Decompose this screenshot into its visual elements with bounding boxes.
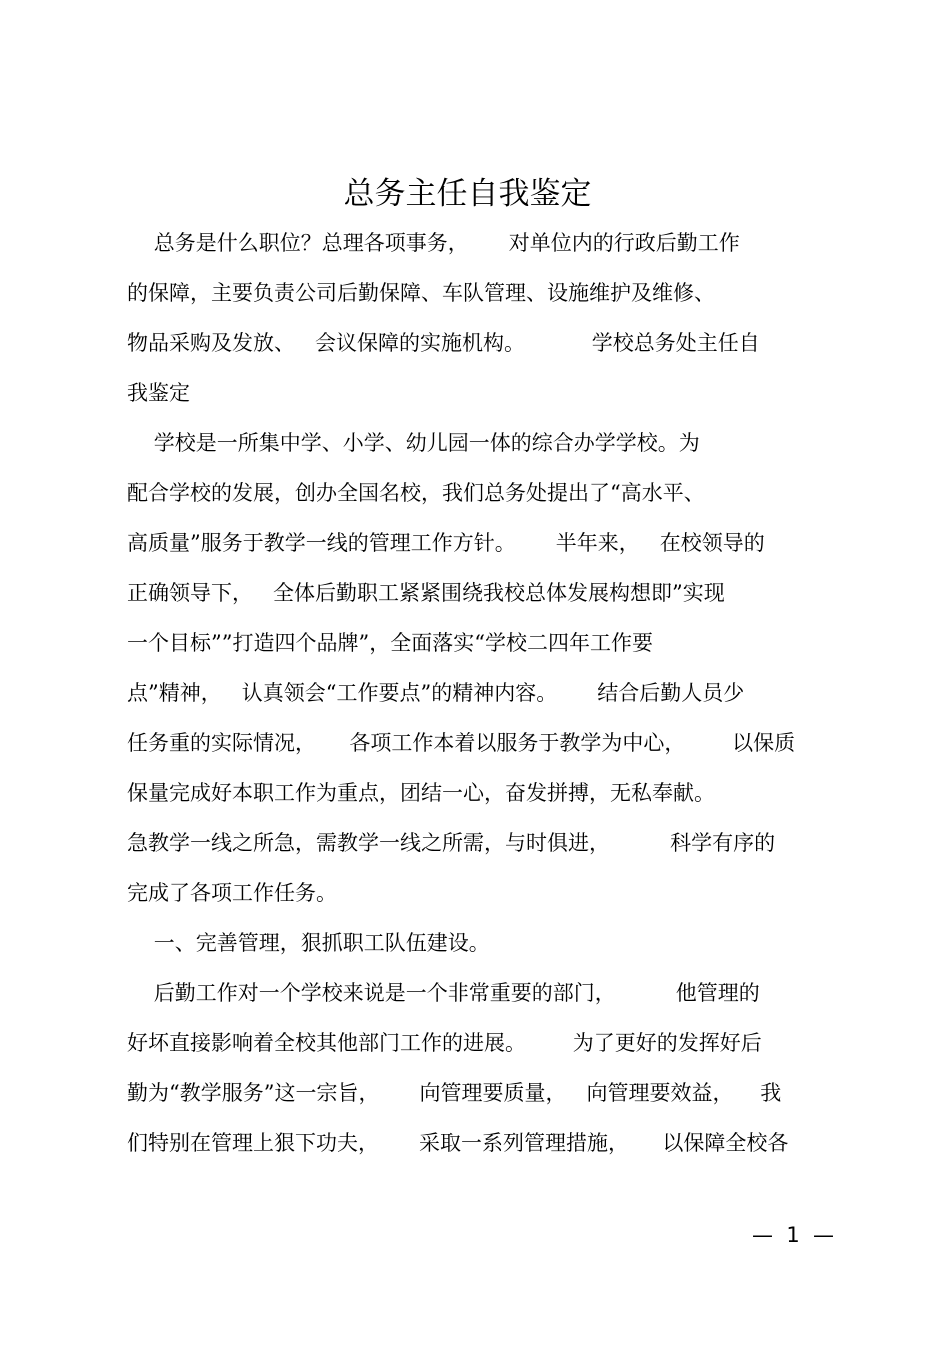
text-line: 一、完善管理，狠抓职工队伍建设。: [127, 931, 490, 955]
page-number: — 1 —: [752, 1223, 835, 1247]
text-line: 物品采购及发放、 会议保障的实施机构。 学校总务处主任自: [127, 331, 760, 355]
text-line: 急教学一线之所急，需教学一线之所需，与时俱进， 科学有序的: [127, 831, 776, 855]
text-line: 配合学校的发展，创办全国名校，我们总务处提出了“高水平、: [127, 481, 705, 505]
text-line: 任务重的实际情况， 各项工作本着以服务于教学为中心， 以保质: [127, 731, 796, 755]
text-line: 的保障，主要负责公司后勤保障、车队管理、设施维护及维修、: [127, 281, 715, 305]
text-line: 后勤工作对一个学校来说是一个非常重要的部门， 他管理的: [127, 981, 760, 1005]
document-title: 总务主任自我鉴定: [343, 176, 592, 212]
text-line: 高质量”服务于教学一线的管理工作方针。 半年来， 在校领导的: [127, 531, 765, 555]
text-line: 点”精神， 认真领会“工作要点”的精神内容。 结合后勤人员少: [127, 681, 745, 705]
text-line: 正确领导下， 全体后勤职工紧紧围绕我校总体发展构想即”实现: [127, 581, 725, 605]
text-line: 总务是什么职位？总理各项事务， 对单位内的行政后勤工作: [127, 231, 740, 255]
text-line: 一个目标””打造四个品牌”，全面落实“学校二四年工作要: [127, 631, 653, 655]
text-line: 完成了各项工作任务。: [127, 881, 337, 905]
text-line: 我鉴定: [127, 381, 190, 405]
text-line: 们特别在管理上狠下功夫， 采取一系列管理措施， 以保障全校各: [127, 1131, 789, 1155]
text-line: 好坏直接影响着全校其他部门工作的进展。 为了更好的发挥好后: [127, 1031, 762, 1055]
text-line: 学校是一所集中学、小学、幼儿园一体的综合办学学校。为: [127, 431, 700, 455]
text-line: 保量完成好本职工作为重点，团结一心，奋发拼搏，无私奉献。: [127, 781, 715, 805]
text-line: 勤为“教学服务”这一宗旨， 向管理要质量， 向管理要效益， 我: [127, 1081, 782, 1105]
